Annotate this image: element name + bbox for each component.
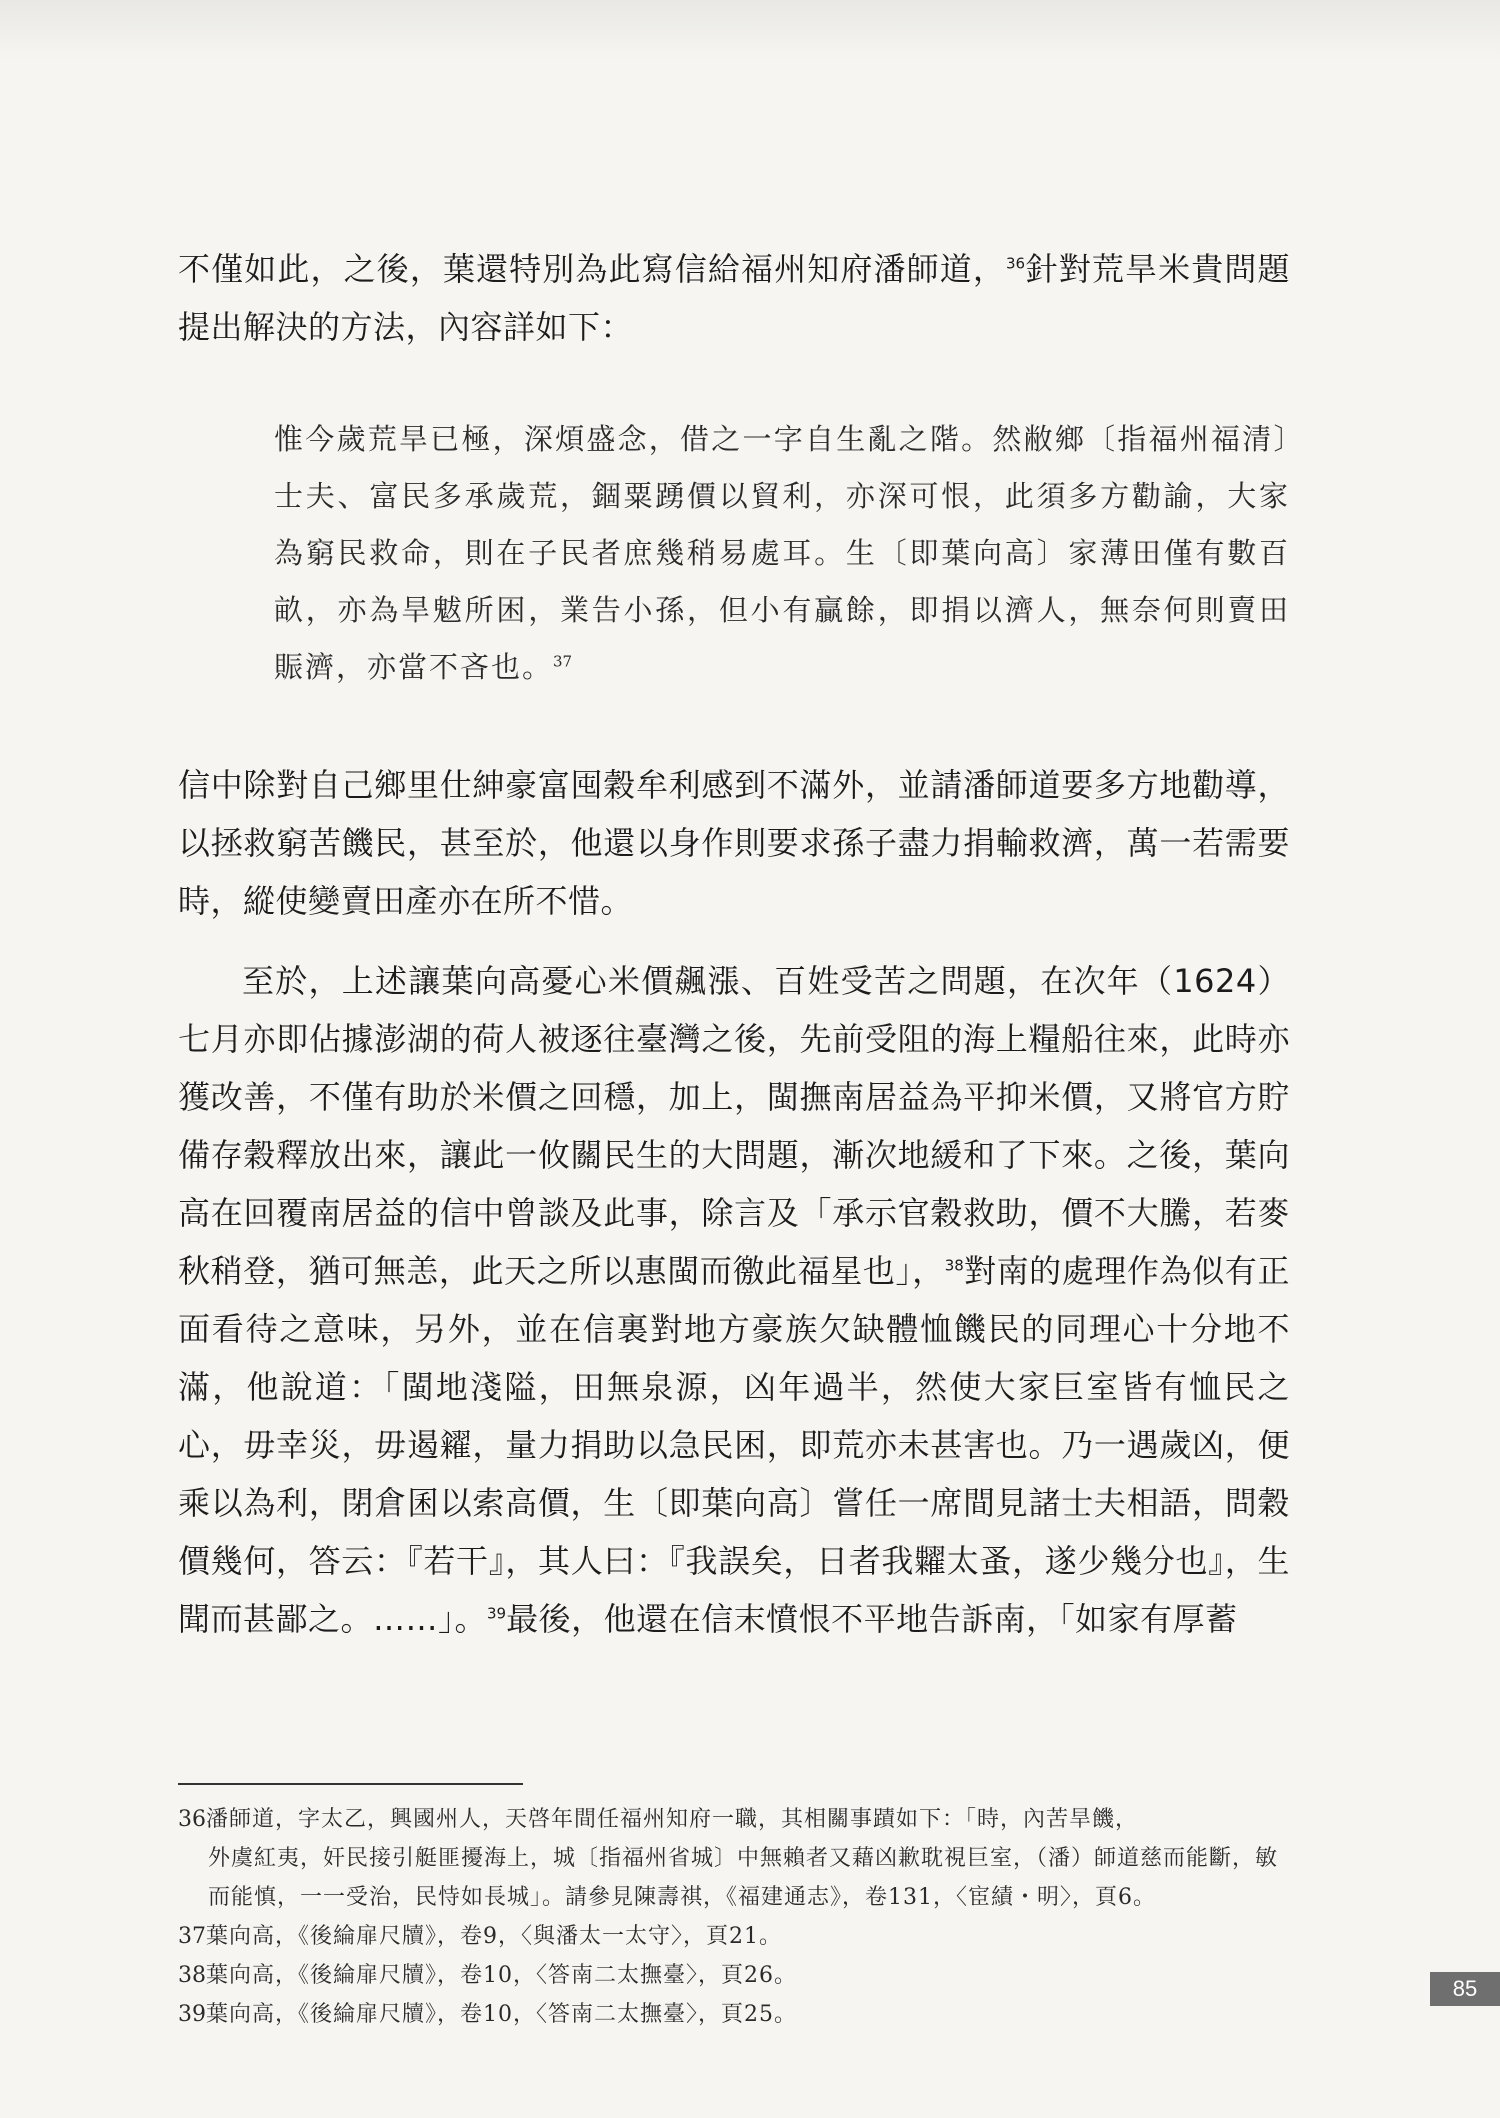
footnote-ref-36: 36	[1005, 254, 1026, 273]
footnote-text: 潘師道，字太乙，興國州人，天啓年間任福州知府一職，其相關事蹟如下：「時，內苦旱饑，	[206, 1807, 1139, 1832]
footnote-39	[178, 1995, 1290, 2034]
footnote-text: 葉向高，《後綸扉尺牘》，卷9，〈與潘太一太守〉，頁21。	[206, 1924, 782, 1949]
footnote-number: 37	[178, 1924, 206, 1949]
main-text	[178, 240, 1290, 1648]
paragraph-1-text-a: 不僅如此，之後，葉還特別為此寫信給福州知府潘師道，	[178, 250, 1006, 288]
paragraph-3-text-a: 至於，上述讓葉向高憂心米價飆漲、百姓受苦之問題，在次年（1624）七月亦即佔據澎湖的荷人被逐往臺灣之後，先前受阻的海上糧船往來，此時亦獲改善，不僅有助於米價之回穩，加上，閩撫南居益為平抑米價，又將官方貯備存穀釋放出來，讓此一攸關民生的大問題，漸次地緩和了下來。之後，葉向高在回覆南居益的信中曾談及此事，除言及「承示官穀救助，價不大騰，若麥秋稍登，猶可無恙，此天之所以惠閩而徼此福星也」，	[178, 962, 1290, 1290]
footnote-ref-38: 38	[944, 1256, 964, 1275]
paragraph-2: 信中除對自己鄉里仕紳豪富囤穀牟利感到不滿外，並請潘師道要多方地勸導，以拯救窮苦饑民，甚至於，他還以身作則要求孫子盡力捐輸救濟，萬一若需要時，縱使變賣田產亦在所不惜。	[178, 766, 1290, 920]
page-edge	[0, 0, 1500, 60]
footnote-text-continued: 外虞紅夷，奸民接引艇匪擾海上，城〔指福州省城〕中無賴者又藉凶歉耽視巨室，（潘）師道慈而能斷，敏而能慎，一一受治，民恃如長城」。請參見陳壽祺，《福建通志》，卷131，〈宦績・明〉，頁6。	[208, 1846, 1279, 1910]
footnote-number: 36	[178, 1807, 206, 1832]
page-number: 85	[1430, 1972, 1500, 2006]
footnote-number: 38	[178, 1963, 206, 1988]
footnote-ref-39: 39	[487, 1604, 507, 1623]
block-quote	[274, 411, 1290, 696]
footnotes	[178, 1800, 1290, 2034]
paragraph-3	[178, 952, 1290, 1648]
footnote-text: 葉向高，《後綸扉尺牘》，卷10，〈答南二太撫臺〉，頁26。	[206, 1963, 797, 1988]
footnote-number: 39	[178, 2002, 206, 2027]
paragraph-1	[178, 240, 1290, 356]
paragraph-3-text-b: 對南的處理作為似有正面看待之意味，另外，並在信裏對地方豪族欠缺體恤饑民的同理心十分地不滿，他說道：「閩地淺隘，田無泉源，凶年過半，然使大家巨室皆有恤民之心，毋幸災，毋遏糴，量力捐助以急民困，即荒亦未甚害也。乃一遇歲凶，便乘以為利，閉倉囷以索高價，生〔即葉向高〕嘗任一席間見諸士夫相語，問穀價幾何，答云：『若干』，其人曰：『我誤矣，日者我糶太蚤，遂少幾分也』，生聞而甚鄙之。……」。	[178, 1252, 1290, 1638]
paragraph-3-text-c: 最後，他還在信末憤恨不平地告訴南，「如家有厚蓄	[506, 1600, 1238, 1638]
block-quote-text: 惟今歲荒旱已極，深煩盛念，借之一字自生亂之階。然敝鄉〔指福州福清〕士夫、富民多承歲荒，錮粟踴價以貿利，亦深可恨，此須多方勸諭，大家為窮民救命，則在子民者庶幾稍易處耳。生〔即葉向高〕家薄田僅有數百畝，亦為旱魃所困，業告小孫，但小有贏餘，即捐以濟人，無奈何則賣田賑濟，亦當不吝也。	[274, 422, 1290, 684]
footnote-ref-37: 37	[553, 652, 573, 671]
footnote-36	[178, 1800, 1290, 1917]
footnote-37	[178, 1917, 1290, 1956]
footnote-38	[178, 1956, 1290, 1995]
footnote-divider	[178, 1783, 523, 1785]
paragraph-1-text-b: 針對荒旱米貴問題提出解決的方法，內容詳如下：	[178, 250, 1290, 346]
footnote-text: 葉向高，《後綸扉尺牘》，卷10，〈答南二太撫臺〉，頁25。	[206, 2002, 797, 2027]
